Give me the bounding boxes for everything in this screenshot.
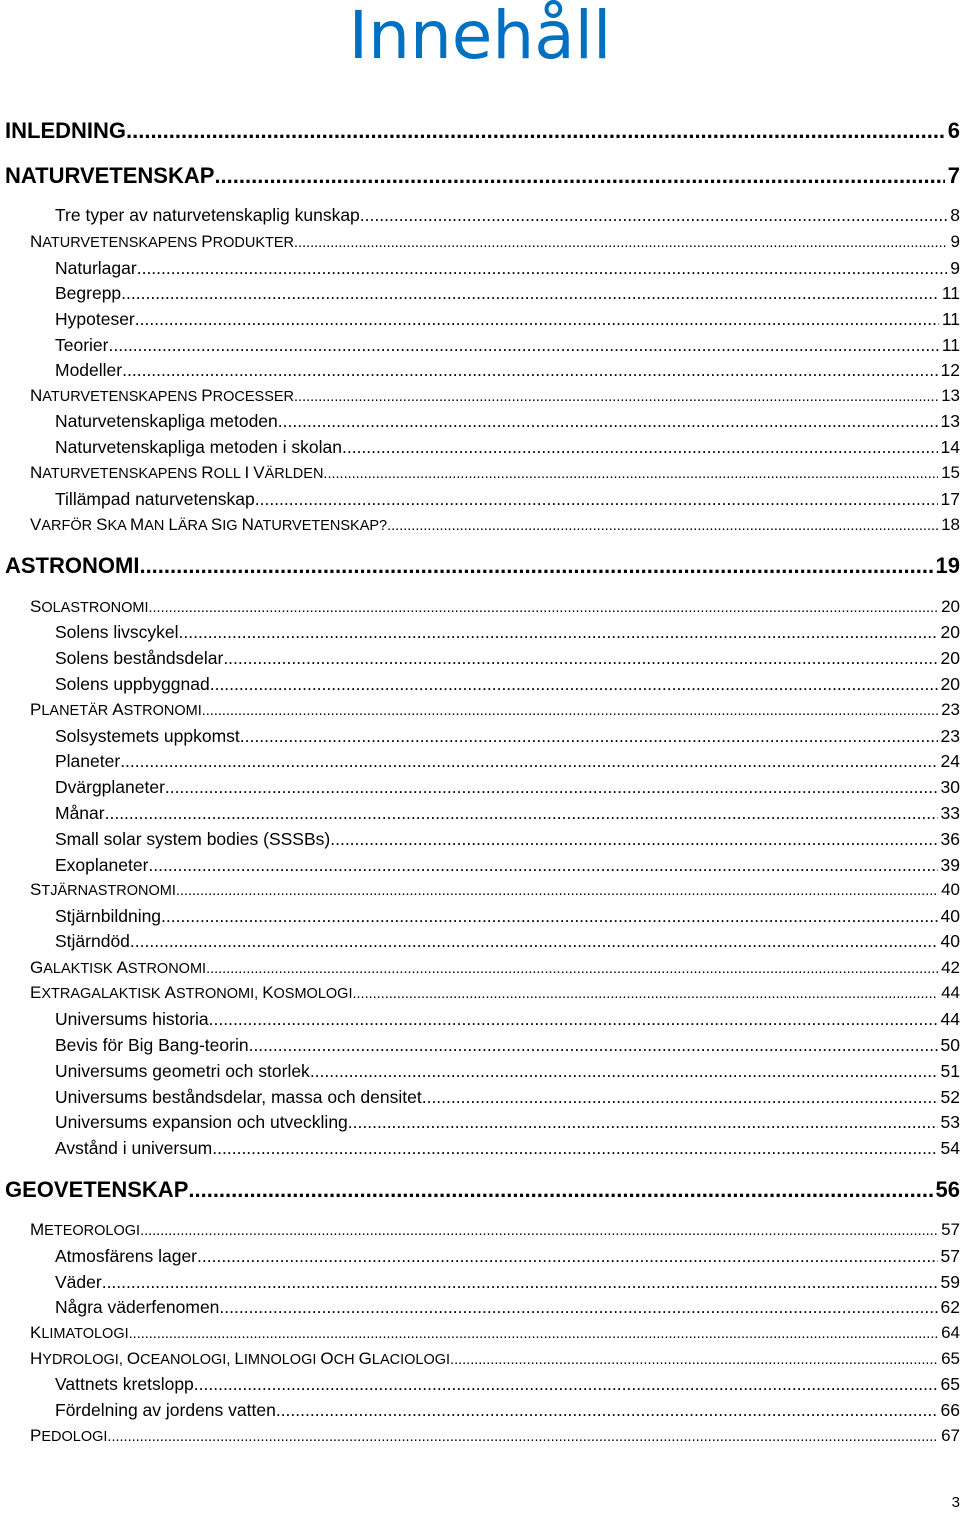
toc-entry-label: VARFÖR SKA MAN LÄRA SIG NATURVETENSKAP? (30, 515, 388, 534)
toc-entry[interactable] (0, 1087, 960, 1108)
toc-dot-leader (214, 163, 944, 189)
toc-entry[interactable] (0, 437, 960, 458)
toc-dot-leader (255, 489, 938, 510)
toc-entry[interactable] (0, 726, 960, 747)
toc-dot-leader (148, 855, 937, 876)
toc-entry[interactable] (0, 411, 960, 432)
toc-entry-label: Avstånd i universum (55, 1138, 213, 1158)
toc-entry-label: Atmosfärens lager (55, 1246, 198, 1266)
toc-entry-page: 59 (940, 1272, 960, 1292)
toc-dot-leader (102, 1272, 938, 1293)
toc-entry-label: Solens livscykel (55, 622, 179, 642)
toc-entry-page: 14 (940, 437, 960, 457)
toc-dot-leader (194, 1374, 938, 1395)
toc-entry[interactable] (0, 931, 960, 952)
toc-entry-page: 12 (940, 360, 960, 380)
toc-entry[interactable] (0, 386, 960, 406)
toc-dot-leader (360, 205, 947, 226)
toc-entry-label: Solens uppbyggnad (55, 674, 210, 694)
toc-entry-page: 30 (940, 777, 960, 797)
toc-entry-label: PLANETÄR ASTRONOMI (30, 700, 202, 719)
toc-entry[interactable] (0, 553, 960, 579)
toc-entry[interactable] (0, 597, 960, 617)
toc-entry[interactable] (0, 1323, 960, 1343)
toc-entry[interactable] (0, 1035, 960, 1056)
toc-entry[interactable] (0, 258, 960, 279)
toc-entry[interactable] (0, 648, 960, 669)
toc-entry[interactable] (0, 118, 960, 144)
toc-entry-label: Fördelning av jordens vatten (55, 1400, 276, 1420)
toc-entry-page: 39 (940, 855, 960, 875)
toc-entry-page: 62 (940, 1297, 960, 1317)
toc-entry-page: 52 (940, 1087, 960, 1107)
toc-entry[interactable] (0, 1272, 960, 1293)
toc-entry-label: Tillämpad naturvetenskap (55, 489, 255, 509)
toc-entry[interactable] (0, 163, 960, 189)
toc-entry[interactable] (0, 751, 960, 772)
toc-entry-page: 11 (941, 335, 960, 355)
toc-entry-page: 54 (940, 1138, 960, 1158)
toc-entry[interactable] (0, 335, 960, 356)
toc-dot-leader (310, 1061, 938, 1082)
toc-entry-label: Universums geometri och storlek (55, 1061, 310, 1081)
toc-entry-label: PEDOLOGI (30, 1426, 108, 1445)
toc-entry-page: 44 (940, 1009, 960, 1029)
toc-entry-page: 9 (950, 232, 960, 251)
toc-entry[interactable] (0, 829, 960, 850)
toc-entry-label: Vattnets kretslopp (55, 1374, 194, 1394)
page-title: Innehåll (348, 0, 612, 74)
toc-entry-label: NATURVETENSKAPENS ROLL I VÄRLDEN (30, 463, 324, 482)
toc-dot-leader (342, 437, 938, 458)
toc-entry-page: 17 (940, 489, 960, 509)
toc-entry-label: Bevis för Big Bang-teorin (55, 1035, 249, 1055)
toc-dot-leader (209, 1009, 938, 1030)
toc-entry-page: 44 (941, 983, 960, 1002)
toc-dot-leader (109, 335, 939, 356)
toc-entry-page: 57 (940, 1246, 960, 1266)
toc-entry-page: 40 (941, 880, 960, 899)
toc-dot-leader (107, 1429, 938, 1445)
toc-entry-label: Naturvetenskapliga metoden (55, 411, 278, 431)
toc-entry-page: 20 (940, 674, 960, 694)
toc-entry-label: KLIMATOLOGI (30, 1323, 129, 1342)
toc-dot-leader (330, 829, 937, 850)
toc-dot-leader (176, 883, 938, 899)
toc-dot-leader (276, 1400, 938, 1421)
toc-entry-label: Planeter (55, 751, 121, 771)
toc-dot-leader (129, 1326, 938, 1342)
toc-entry[interactable] (0, 205, 960, 226)
toc-entry-page: 57 (941, 1220, 960, 1239)
toc-entry-label: NATURVETENSKAP (5, 163, 215, 188)
toc-entry-page: 66 (940, 1400, 960, 1420)
toc-entry-label: SOLASTRONOMI (30, 597, 149, 616)
toc-entry-page: 23 (941, 700, 960, 719)
toc-entry-page: 8 (950, 205, 960, 225)
toc-entry-label: Stjärndöd (55, 931, 130, 951)
toc-entry-page: 40 (940, 906, 960, 926)
toc-dot-leader (197, 1246, 938, 1267)
toc-entry[interactable] (0, 1177, 960, 1203)
toc-entry-label: Solens beståndsdelar (55, 648, 224, 668)
toc-dot-leader (323, 466, 938, 482)
toc-dot-leader (210, 674, 938, 695)
toc-entry-label: ASTRONOMI (5, 553, 140, 578)
toc-dot-leader (450, 1352, 938, 1368)
toc-entry-label: Teorier (55, 335, 109, 355)
toc-entry[interactable] (0, 463, 960, 483)
toc-entry-label: METEOROLOGI (30, 1220, 141, 1239)
toc-dot-leader (422, 1087, 938, 1108)
toc-entry[interactable] (0, 1112, 960, 1133)
toc-dot-leader (387, 518, 938, 534)
toc-entry[interactable] (0, 1061, 960, 1082)
toc-entry[interactable] (0, 906, 960, 927)
toc-entry-label: Väder (55, 1272, 102, 1292)
toc-entry-label: Några väderfenomen (55, 1297, 220, 1317)
toc-entry[interactable] (0, 674, 960, 695)
toc-entry-page: 7 (947, 163, 960, 188)
toc-entry-label: Modeller (55, 360, 123, 380)
toc-entry-page: 67 (941, 1426, 960, 1445)
toc-entry-label: Tre typer av naturvetenskaplig kunskap (55, 205, 360, 225)
toc-entry-page: 13 (940, 411, 960, 431)
toc-dot-leader (126, 118, 945, 144)
toc-entry-label: Universums expansion och utveckling (55, 1112, 348, 1132)
toc-entry[interactable] (0, 1009, 960, 1030)
toc-entry[interactable] (0, 309, 960, 330)
toc-dot-leader (139, 553, 932, 579)
toc-entry[interactable] (0, 1297, 960, 1318)
toc-entry-page: 24 (940, 751, 960, 771)
toc-entry-page: 13 (941, 386, 960, 405)
toc-dot-leader (121, 283, 939, 304)
toc-entry-page: 20 (941, 597, 960, 616)
toc-entry-label: Exoplaneter (55, 855, 149, 875)
toc-dot-leader (206, 961, 938, 977)
toc-entry-label: GEOVETENSKAP (5, 1177, 189, 1202)
toc-dot-leader (353, 986, 939, 1002)
toc-entry-label: Dvärgplaneter (55, 777, 165, 797)
toc-entry-label: Universums beståndsdelar, massa och densitet (55, 1087, 422, 1107)
toc-dot-leader (149, 600, 939, 616)
toc-entry-page: 18 (941, 515, 960, 534)
toc-dot-leader (202, 703, 938, 719)
toc-entry-page: 20 (940, 622, 960, 642)
toc-entry[interactable] (0, 700, 960, 720)
toc-entry-label: Solsystemets uppkomst (55, 726, 240, 746)
toc-entry-label: HYDROLOGI, OCEANOLOGI, LIMNOLOGI OCH GLACIOLOGI (30, 1349, 451, 1368)
toc-entry-label: Stjärnbildning (55, 906, 162, 926)
toc-entry-page: 20 (940, 648, 960, 668)
toc-dot-leader (137, 258, 948, 279)
toc-entry-page: 15 (941, 463, 960, 482)
toc-dot-leader (188, 1177, 932, 1203)
toc-entry-label: Begrepp (55, 283, 122, 303)
toc-entry[interactable] (0, 489, 960, 510)
toc-dot-leader (278, 411, 938, 432)
toc-entry[interactable] (0, 1138, 960, 1159)
toc-entry-label: Small solar system bodies (SSSBs) (55, 829, 331, 849)
toc-dot-leader (122, 360, 937, 381)
toc-entry[interactable] (0, 880, 960, 900)
toc-dot-leader (294, 235, 948, 251)
toc-entry-page: 53 (940, 1112, 960, 1132)
toc-entry[interactable] (0, 803, 960, 824)
toc-entry[interactable] (0, 1246, 960, 1267)
toc-entry-page: 6 (947, 118, 960, 143)
toc-dot-leader (135, 309, 939, 330)
toc-dot-leader (223, 648, 937, 669)
toc-entry-page: 56 (935, 1177, 960, 1202)
toc-dot-leader (240, 726, 938, 747)
toc-entry-page: 33 (940, 803, 960, 823)
toc-entry[interactable] (0, 777, 960, 798)
toc-dot-leader (294, 389, 938, 405)
toc-entry-page: 40 (940, 931, 960, 951)
toc-entry[interactable] (0, 360, 960, 381)
toc-entry[interactable] (0, 958, 960, 978)
toc-entry-page: 19 (935, 553, 960, 578)
toc-entry-label: EXTRAGALAKTISK ASTRONOMI, KOSMOLOGI (30, 983, 353, 1002)
toc-entry-page: 11 (941, 309, 960, 329)
toc-entry[interactable] (0, 983, 960, 1003)
toc-dot-leader (130, 931, 938, 952)
toc-dot-leader (179, 622, 938, 643)
toc-dot-leader (165, 777, 938, 798)
toc-dot-leader (212, 1138, 937, 1159)
page-number: 3 (951, 1494, 960, 1511)
toc-entry-page: 65 (940, 1374, 960, 1394)
toc-entry-page: 50 (940, 1035, 960, 1055)
toc-entry[interactable] (0, 232, 960, 252)
toc-entry[interactable] (0, 855, 960, 876)
toc-entry[interactable] (0, 1426, 960, 1446)
toc-entry-page: 9 (950, 258, 960, 278)
toc-entry-page: 51 (940, 1061, 960, 1081)
toc-entry-page: 36 (940, 829, 960, 849)
toc-dot-leader (161, 906, 937, 927)
toc-entry-page: 42 (941, 958, 960, 977)
toc-entry[interactable] (0, 1220, 960, 1240)
toc-entry-page: 65 (941, 1349, 960, 1368)
toc-entry[interactable] (0, 283, 960, 304)
toc-dot-leader (140, 1223, 938, 1239)
toc-entry-label: GALAKTISK ASTRONOMI (30, 958, 207, 977)
toc-entry-label: Universums historia (55, 1009, 209, 1029)
toc-entry[interactable] (0, 515, 960, 535)
toc-entry-label: INLEDNING (5, 118, 126, 143)
toc-dot-leader (120, 751, 937, 772)
toc-dot-leader (219, 1297, 937, 1318)
toc-entry-page: 11 (941, 283, 960, 303)
toc-entry[interactable] (0, 1349, 960, 1369)
toc-entry-label: Månar (55, 803, 105, 823)
toc-entry[interactable] (0, 1400, 960, 1421)
toc-entry-label: Hypoteser (55, 309, 135, 329)
toc-entry-label: STJÄRNASTRONOMI (30, 880, 176, 899)
toc-entry-label: NATURVETENSKAPENS PRODUKTER (30, 232, 295, 251)
toc-entry-page: 64 (941, 1323, 960, 1342)
toc-entry-label: NATURVETENSKAPENS PROCESSER (30, 386, 295, 405)
toc-dot-leader (348, 1112, 938, 1133)
toc-entry-page: 23 (940, 726, 960, 746)
toc-dot-leader (249, 1035, 938, 1056)
toc-entry[interactable] (0, 622, 960, 643)
toc-entry[interactable] (0, 1374, 960, 1395)
toc-entry-label: Naturlagar (55, 258, 137, 278)
toc-dot-leader (105, 803, 938, 824)
toc-entry-label: Naturvetenskapliga metoden i skolan (55, 437, 342, 457)
